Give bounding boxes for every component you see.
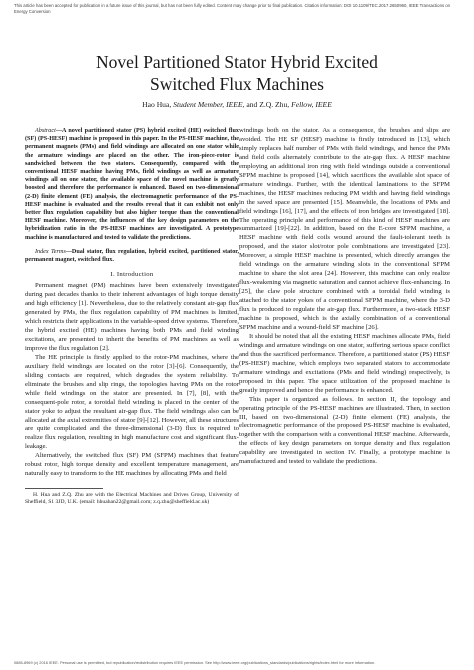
copyright-footer: 0885-8969 (c) 2016 IEEE. Personal use is permitted, but republication/redistribution requires IEEE permission. See http://www.ieee.org/publications_standards/publications/rights/index.html for more information. — [14, 660, 376, 665]
body-paragraph: Alternatively, the switched flux (SF) PM (SFPM) machines that feature robust rotor, high torque density and excellent temperature management, are naturally easy to transform to the HE machines by allocating PMs and field — [25, 452, 239, 478]
abstract — [25, 127, 239, 242]
body-paragraph: Permanent magnet (PM) machines have been extensively investigated during past decades thanks to their inherent advantages of high torque density and high efficiency [1]. Nevertheless, due to the relatively constant air-gap flux generated by PMs, the flux regulation capability of PM machines is limited, which restricts their applications in the variable-speed drive systems. Therefore, the hybrid excited (HE) machines having both PMs and field winding excitations, are presented to inherit the benefits of PM machines as well as improve the flux regulation [2]. — [25, 282, 239, 352]
title-line-2: Switched Flux Machines — [149, 74, 324, 94]
footnote-divider — [25, 488, 103, 489]
publication-notice: This article has been accepted for publication in a future issue of this journal, but has not been fully edited. Content may change prior to final publication. Citation information: DOI 10.1109/TEC.2017.2650960, IEEE Transactions on Energy Conversion — [14, 3, 451, 14]
left-column — [25, 127, 239, 507]
author-2-role: Fellow, IEEE — [291, 100, 332, 109]
index-terms — [25, 248, 239, 264]
abstract-label: Abstract — [35, 128, 56, 134]
right-column — [239, 127, 450, 467]
author-connector: and Z.Q. Zhu, — [246, 100, 290, 109]
author-affiliation-footnote: H. Hua and Z.Q. Zhu are with the Electrical Machines and Drives Group, University of Sheffield, S1 3JD, U.K. (email: hhuahan22@gmail.com; z.q.zhu@sheffield.ac.uk) — [25, 492, 239, 506]
body-paragraph: windings both on the stator. As a consequence, the brushes and slips are avoided. The HE SF (HESF) machine is firstly introduced in [13], which simply replaces half number of PMs with field windings, and hence the PMs and field coils alternately contribute to the air-gap flux. A HESF machine employing an additional iron ring with field windings outside a conventional SFPM machine is proposed [14], which sacrifices the available slot space of armature windings. Further, with the identical laminations to the SFPM machines, the HESF machines reducing PM width and having field windings in the saved space are presented [15]. Meanwhile, the locations of PMs and field windings [16], [17], and the effects of iron bridges are investigated [18]. The operating principle and performance of this kind of HESF machines are summarized [19]-[22]. In addition, based on the E-core SFPM machine, a HESF machine with field coils wound around the fault-tolerant teeth is proposed, and the stator slot/rotor pole combinations are investigated [23]. Moreover, a simple HESF machine is presented, which directly arranges the field windings on the armature winding slots in the conventional SFPM machine to share the slot area [24]. However, this machine can only realize flux-weakening via magnetic saturation and cannot achieve flux-enhancing. In [25], the claw pole structure combined with a toroidal field winding is attached to the stator yokes of a conventional SFPM machine, where the 3-D flux is produced to regulate the air-gap flux. Furthermore, a two-stack HESF machine is proposed, which is the axially combination of a conventional SFPM machine and a wound-field SF machine [26]. — [239, 127, 450, 331]
body-paragraph: It should be noted that all the existing HESF machines allocate PMs, field windings and armature windings on one stator, suffering serious space conflict and thus the sacrificed performance. Therefore, a partitioned stator (PS) HESF (PS-HESF) machine, which employs two separated stators to accommodate armature windings and excitations (PMs and field winding) respectively, is proposed in this paper. The space utilization of the proposed machine is greatly improved and hence the performance is enhanced. — [239, 332, 450, 394]
index-terms-label: Index Terms — [35, 248, 66, 255]
body-paragraph: The HE principle is firstly applied to the rotor-PM machines, where the auxiliary field windings are located on the rotor [3]-[6]. Consequently, the sliding contacts are required, which degrades the system reliability. To eliminate the brushes and slip rings, the topologies having PMs on the rotor while field windings on the stator are presented. In [7], [8], with the consequent-pole rotor, a toroidal field winding is placed in the center of the stator yoke to adjust the resultant air-gap flux. The field windings also can be allocated at the axial extremities of stator [9]-[12]. However, all these structures are quite complicated and the three-dimensional (3-D) flux is required to realize flux regulation, resulting in high manufacture cost and significant flux-leakage. — [25, 353, 239, 451]
section-heading-introduction: I. Introduction — [110, 271, 154, 279]
paper-title — [0, 51, 474, 95]
author-1-name: Hao Hua, — [142, 100, 172, 109]
body-paragraph: This paper is organized as follows. In section II, the topology and operating principle of the PS-HESF machines are illustrated. Then, in section III, based on two-dimensional (2-D) finite element (FE) analysis, the electromagnetic performance of the proposed PS-HESF machine is evaluated, together with the comparison with a conventional HESF machine. Afterwards, the effects of key design parameters on torque density and flux regulation capability are investigated in section IV. Finally, a prototype machine is manufactured and tested to validate the predictions. — [239, 395, 450, 466]
index-terms-text: —Dual stator, flux regulation, hybrid excited, partitioned stator, permanent magnet, switched flux. — [25, 248, 239, 264]
abstract-text: —A novel partitioned stator (PS) hybrid excited (HE) switched flux (SF) (PS-HESF) machine is proposed in this paper. In the PS-HESF machine, the permanent magnets (PMs) and field windings are allocated on one stator while the armature windings are placed on the other. The iron-piece-rotor is sandwiched between the two stators. Consequently, compared with the conventional HESF machine having PMs, field windings as well as armature windings all on one stator, the available space of the novel machine is greatly boosted and therefore the performance is enhanced. Based on two-dimensional (2-D) finite element (FE) analysis, the electromagnetic performance of the PS-HESF machine is evaluated and the results reveal that it can exhibit not only better flux regulation capability but also higher torque than the conventional HESF machine. Moreover, the influences of the key design parameters on the hybridization ratio in the PS-HESF machines are investigated. A prototype machine is manufactured and tested to validate the predictions. — [25, 128, 239, 241]
author-line — [0, 100, 474, 109]
title-line-1: Novel Partitioned Stator Hybrid Excited — [96, 52, 378, 72]
author-1-role: Student Member, IEEE, — [173, 100, 245, 109]
